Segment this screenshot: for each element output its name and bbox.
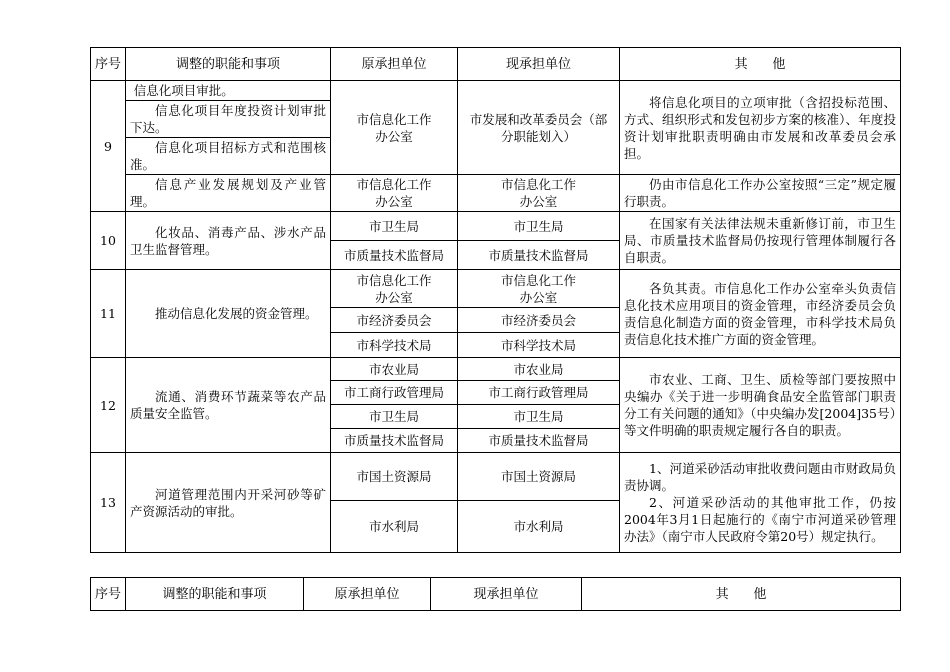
row-item: 流通、消费环节蔬菜等农产品质量安全监管。 (126, 358, 331, 453)
orig-unit: 市信息化工作办公室 (331, 270, 458, 308)
functions-table (90, 47, 901, 553)
curr-unit: 市卫生局 (458, 212, 620, 241)
curr-unit: 市国土资源局 (458, 453, 620, 501)
orig-unit: 市信息化工作办公室 (331, 175, 458, 212)
row-seq: 12 (91, 358, 126, 453)
orig-unit: 市信息化工作办公室 (331, 81, 458, 175)
row-seq: 10 (91, 212, 126, 270)
curr-unit: 市信息化工作办公室 (458, 175, 620, 212)
row-other: 各负其责。市信息化工作办公室牵头负责信息化技术应用项目的资金管理，市经济委员会负责信息化制造方面的资金管理，市科学技术局负责信息化技术推广方面的资金管理。 (620, 270, 901, 358)
row-seq: 9 (91, 81, 126, 212)
header-curr: 现承担单位 (458, 48, 620, 81)
curr-unit: 市信息化工作办公室 (458, 270, 620, 308)
table-row (91, 358, 901, 381)
row-item: 推动信息化发展的资金管理。 (126, 270, 331, 358)
table-row (91, 81, 901, 101)
curr-unit: 市卫生局 (458, 405, 620, 429)
other-note-2: 2、河道采砂活动的其他审批工作，仍按2004年3月1日起施行的《南宁市河道采砂管理办法》（南宁市人民政府令第20号）规定执行。 (624, 495, 896, 544)
row-other: 仍由市信息化工作办公室按照“三定”规定履行职责。 (620, 175, 901, 212)
header-seq: 序号 (91, 48, 126, 81)
curr-unit: 市经济委员会 (458, 308, 620, 333)
orig-unit: 市水利局 (331, 501, 458, 553)
header-curr: 现承担单位 (431, 578, 582, 611)
row-item: 化妆品、消毒产品、涉水产品卫生监督管理。 (126, 212, 331, 270)
functions-table-continued-header (90, 577, 901, 611)
curr-unit: 市质量技术监督局 (458, 429, 620, 453)
orig-unit: 市质量技术监督局 (331, 241, 458, 270)
orig-unit: 市农业局 (331, 358, 458, 381)
orig-unit: 市经济委员会 (331, 308, 458, 333)
row-seq: 11 (91, 270, 126, 358)
orig-unit: 市国土资源局 (331, 453, 458, 501)
table-row (91, 270, 901, 308)
curr-unit: 市质量技术监督局 (458, 241, 620, 270)
header-seq: 序号 (91, 578, 126, 611)
curr-unit: 市农业局 (458, 358, 620, 381)
row-other: 市农业、工商、卫生、质检等部门要按照中央编办《关于进一步明确食品安全监管部门职责分工有关问题的通知》（中央编办发[2004]35号）等文件明确的职责规定履行各自的职责。 (620, 358, 901, 453)
header-item: 调整的职能和事项 (126, 48, 331, 81)
row-item: 信息化项目招标方式和范围核准。 (126, 138, 331, 175)
orig-unit: 市卫生局 (331, 212, 458, 241)
header-orig: 原承担单位 (331, 48, 458, 81)
orig-unit: 市工商行政管理局 (331, 381, 458, 405)
row-seq: 13 (91, 453, 126, 553)
row-other (620, 453, 901, 553)
table-row (91, 212, 901, 241)
orig-unit: 市科学技术局 (331, 333, 458, 358)
table-header-row (91, 48, 901, 81)
curr-unit: 市工商行政管理局 (458, 381, 620, 405)
header-item: 调整的职能和事项 (126, 578, 304, 611)
row-other: 将信息化项目的立项审批（含招投标范围、方式、组织形式和发包初步方案的核准）、年度投资计划审批职责明确由市发展和改革委员会承担。 (620, 81, 901, 175)
curr-unit: 市科学技术局 (458, 333, 620, 358)
table-row (91, 175, 901, 212)
orig-unit: 市卫生局 (331, 405, 458, 429)
row-item: 信息化项目年度投资计划审批下达。 (126, 101, 331, 138)
orig-unit: 市质量技术监督局 (331, 429, 458, 453)
row-item: 信息产业发展规划及产业管理。 (126, 175, 331, 212)
header-other: 其 他 (620, 48, 901, 81)
header-other: 其 他 (582, 578, 901, 611)
other-note-1: 1、河道采砂活动审批收费问题由市财政局负责协调。 (624, 461, 896, 493)
row-item: 信息化项目审批。 (126, 81, 331, 101)
curr-unit: 市发展和改革委员会（部分职能划入） (458, 81, 620, 175)
table-header-row (91, 578, 901, 611)
header-orig: 原承担单位 (304, 578, 431, 611)
row-item: 河道管理范围内开采河砂等矿产资源活动的审批。 (126, 453, 331, 553)
curr-unit: 市水利局 (458, 501, 620, 553)
row-other: 在国家有关法律法规未重新修订前，市卫生局、市质量技术监督局仍按现行管理体制履行各自职责。 (620, 212, 901, 270)
table-row (91, 453, 901, 501)
